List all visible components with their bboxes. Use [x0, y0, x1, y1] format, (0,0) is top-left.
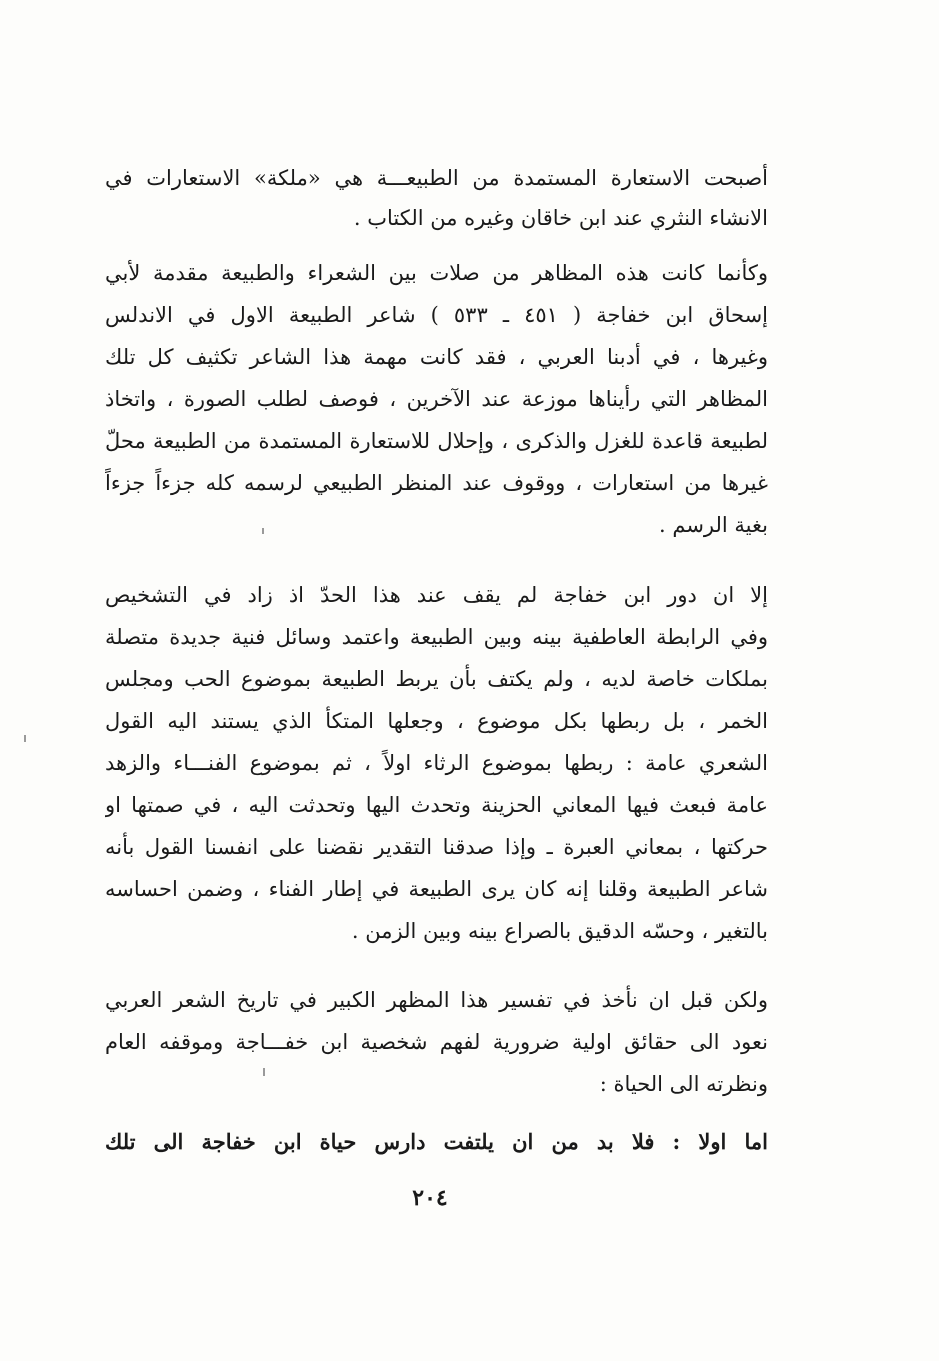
text-line: المظاهر التي رأيناها موزعة عند الآخرين ، فوصف لطلب الصورة ، واتخاذ: [105, 387, 768, 411]
text-line: الخمر ، بل ربطها بكل موضوع ، وجعلها المتكأ الذي يستند اليه القول: [105, 709, 768, 733]
text-line: إسحاق ابن خفاجة ( ٤٥١ ـ ٥٣٣ ) شاعر الطبيعة الاول في الاندلس: [105, 303, 768, 327]
paragraph-1: [105, 158, 768, 238]
paragraph-4: [105, 980, 768, 1110]
text-line: إلا ان دور ابن خفاجة لم يقف عند هذا الحدّ اذ زاد في التشخيص: [105, 583, 768, 607]
paragraph-3: [105, 575, 768, 965]
text-line: وكأنما كانت هذه المظاهر من صلات بين الشعراء والطبيعة مقدمة لأبي: [105, 261, 768, 285]
paragraph-2: [105, 253, 768, 553]
text-line: ولكن قبل ان نأخذ في تفسير هذا المظهر الكبير في تاريخ الشعر العربي: [105, 988, 768, 1012]
text-line: شاعر الطبيعة وقلنا إنه كان يرى الطبيعة في إطار الفناء ، وضمن احساسه: [105, 877, 768, 901]
text-line: حركتها ، بمعاني العبرة ـ وإذا صدقنا التقدير نقضنا على انفسنا القول بأنه: [105, 835, 768, 859]
scan-speck: [24, 735, 26, 742]
text-line: لطبيعة قاعدة للغزل والذكرى ، وإحلال للاستعارة المستمدة من الطبيعة محلّ: [105, 429, 768, 453]
text-line: عامة فبعث فيها المعاني الحزينة وتحدث اليها وتحدثت اليه ، في صمتها او: [105, 793, 768, 817]
text-line: وغيرها ، في أدبنا العربي ، فقد كانت مهمة هذا الشاعر تكثيف كل تلك: [105, 345, 768, 369]
text-line: بملكات خاصة لديه ، ولم يكتف بأن يربط الطبيعة بموضوع الحب ومجلس: [105, 667, 768, 691]
scan-speck: [262, 528, 264, 534]
text-line: الانشاء النثري عند ابن خاقان وغيره من الكتاب .: [353, 206, 768, 230]
text-line: اما اولا : فلا بد من ان يلتفت دارس حياة ابن خفاجة الى تلك: [105, 1129, 768, 1154]
text-line: الشعري عامة : ربطها بموضوع الرثاء اولاً ، ثم بموضوع الفنـــاء والزهد: [105, 751, 768, 775]
page-number: ٢٠٤: [412, 1185, 448, 1211]
text-line: غيرها من استعارات ، ووقوف عند المنظر الطبيعي لرسمه كله جزءاً جزءاً: [105, 471, 768, 495]
text-line: ونظرته الى الحياة :: [599, 1072, 768, 1096]
text-line: بغية الرسم .: [659, 513, 768, 537]
text-line: بالتغير ، وحسّه الدقيق بالصراع بينه وبين الزمن .: [351, 919, 768, 943]
paragraph-5: [105, 1122, 768, 1164]
text-line: وفي الرابطة العاطفية بينه وبين الطبيعة واعتمد وسائل فنية جديدة متصلة: [105, 625, 768, 649]
scan-speck: [263, 1068, 265, 1076]
text-line: نعود الى حقائق اولية ضرورية لفهم شخصية ابن خفـــاجة وموقفه العام: [105, 1030, 768, 1054]
text-line: أصبحت الاستعارة المستمدة من الطبيعـــة هي «ملكة» الاستعارات في: [105, 166, 768, 190]
